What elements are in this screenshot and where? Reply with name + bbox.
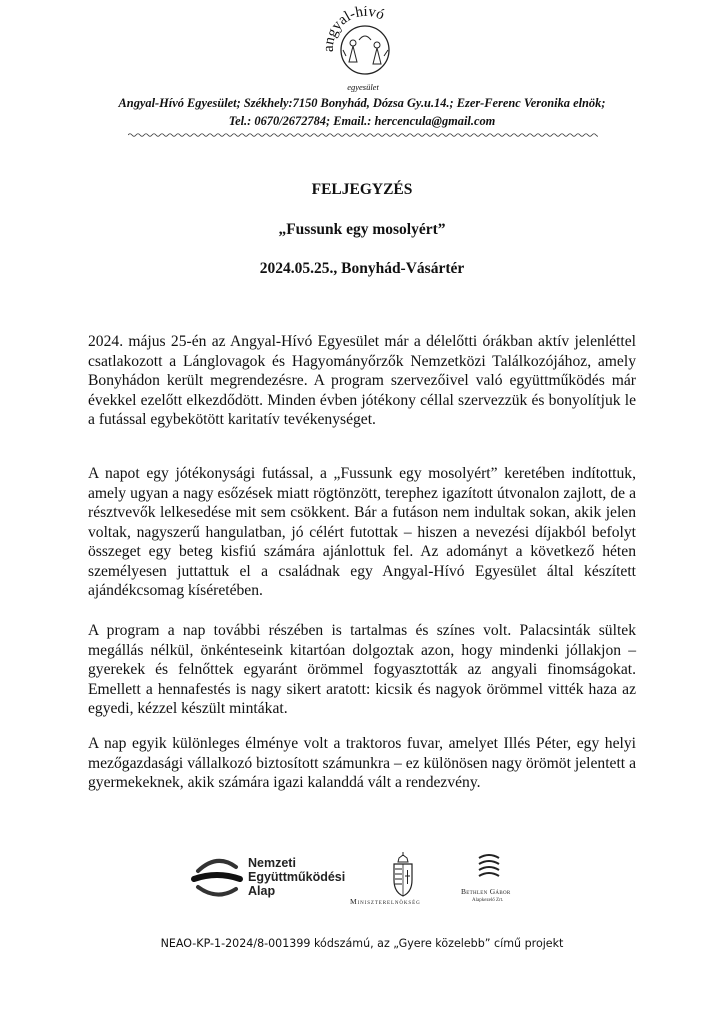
logo-text-top: angyal-hívó bbox=[320, 6, 387, 53]
document-date-place: 2024.05.25., Bonyhád-Vásártér bbox=[259, 260, 465, 277]
angyal-hivo-logo bbox=[313, 6, 417, 96]
neaa-line-3: Alap bbox=[248, 884, 276, 898]
header-address: Angyal-Hívó Egyesület; Székhely:7150 Bonyhád, Dózsa Gy.u.14.; Ezer-Ferenc Veronika elnök; bbox=[118, 96, 606, 110]
neaa-line-1: Nemzeti bbox=[248, 856, 296, 870]
neaa-line-2: Együttműködési bbox=[248, 870, 346, 884]
document-heading: FELJEGYZÉS bbox=[311, 181, 413, 198]
logo-text-bottom: egyesület bbox=[347, 82, 379, 92]
paragraph-3: A program a nap további részében is tartalmas és színes volt. Palacsinták sültek megállás nélkül, önkénteseink kitartóan dolgoztak azon, hogy mindenki jóllakjon – gyerekek és felnőttek egyaránt örömmel fogyasztották az angyali finomságokat. Emellett a hennafestés is nagy sikert aratott: kicsik és nagyok örömmel vitték haza az egyedi, kézzel készült mintákat. bbox=[88, 622, 636, 717]
bethlen-gabor-subtitle: Alapkezelő Zrt. bbox=[472, 898, 504, 903]
bethlen-gabor-logo-icon bbox=[477, 852, 501, 882]
hungarian-coat-of-arms-icon bbox=[389, 852, 417, 898]
neaa-swoosh-icon bbox=[190, 851, 244, 903]
wavy-divider bbox=[128, 132, 598, 138]
project-footer: NEAO-KP-1-2024/8-001399 kódszámú, az „Gyere közelebb” című projekt bbox=[160, 937, 564, 950]
paragraph-2: A napot egy jótékonysági futással, a „Fussunk egy mosolyért” keretében indítottuk, amely ugyan a nagy esőzések miatt rögtönzött, terephez igazított útvonalon zajlott, de a résztvevők lelkesedése mit sem csökkent. Bár a futáson nem indultak sokan, akik jelen voltak, nagyszerű hangulatban, jó célért futottak – hiszen a nevezési díjakból befolyt összeget egy beteg kisfiú számára ajánlottuk fel. Az adományt a következő héten személyesen juttattuk el a családnak egy Angyal-Hívó Egyesület által készített ajándékcsomag kíséretében. bbox=[88, 465, 636, 599]
document-subtitle: „Fussunk egy mosolyért” bbox=[278, 221, 446, 238]
paragraph-4: A nap egyik különleges élménye volt a traktoros fuvar, amelyet Illés Péter, egy helyi mezőgazdasági vállalkozó biztosított számunkra – ez különösen nagy örömöt jelentett a gyermekeknek, akik számára igazi kalanddá vált a rendezvény. bbox=[88, 735, 636, 791]
paragraph-1: 2024. május 25-én az Angyal-Hívó Egyesület már a délelőtti órákban aktív jelenléttel csatlakozott a Lánglovagok és Hagyományőrzők Nemzetközi Találkozójához, amely Bonyhádon került megrendezésre. A program szervezőivel való együttműködés már évekkel ezelőtt elkezdődött. Minden évben jótékony céllal szervezzük és bonyolítjuk le a futással egybekötött karitatív tevékenységet. bbox=[88, 333, 636, 428]
bethlen-gabor-name: Bethlen Gábor bbox=[461, 887, 511, 896]
header-contact: Tel.: 0670/2672784; Email.: hercencula@gmail.com bbox=[228, 114, 496, 128]
neaa-logo-text bbox=[248, 856, 345, 898]
ministry-label: Miniszterelnökség bbox=[350, 897, 421, 906]
